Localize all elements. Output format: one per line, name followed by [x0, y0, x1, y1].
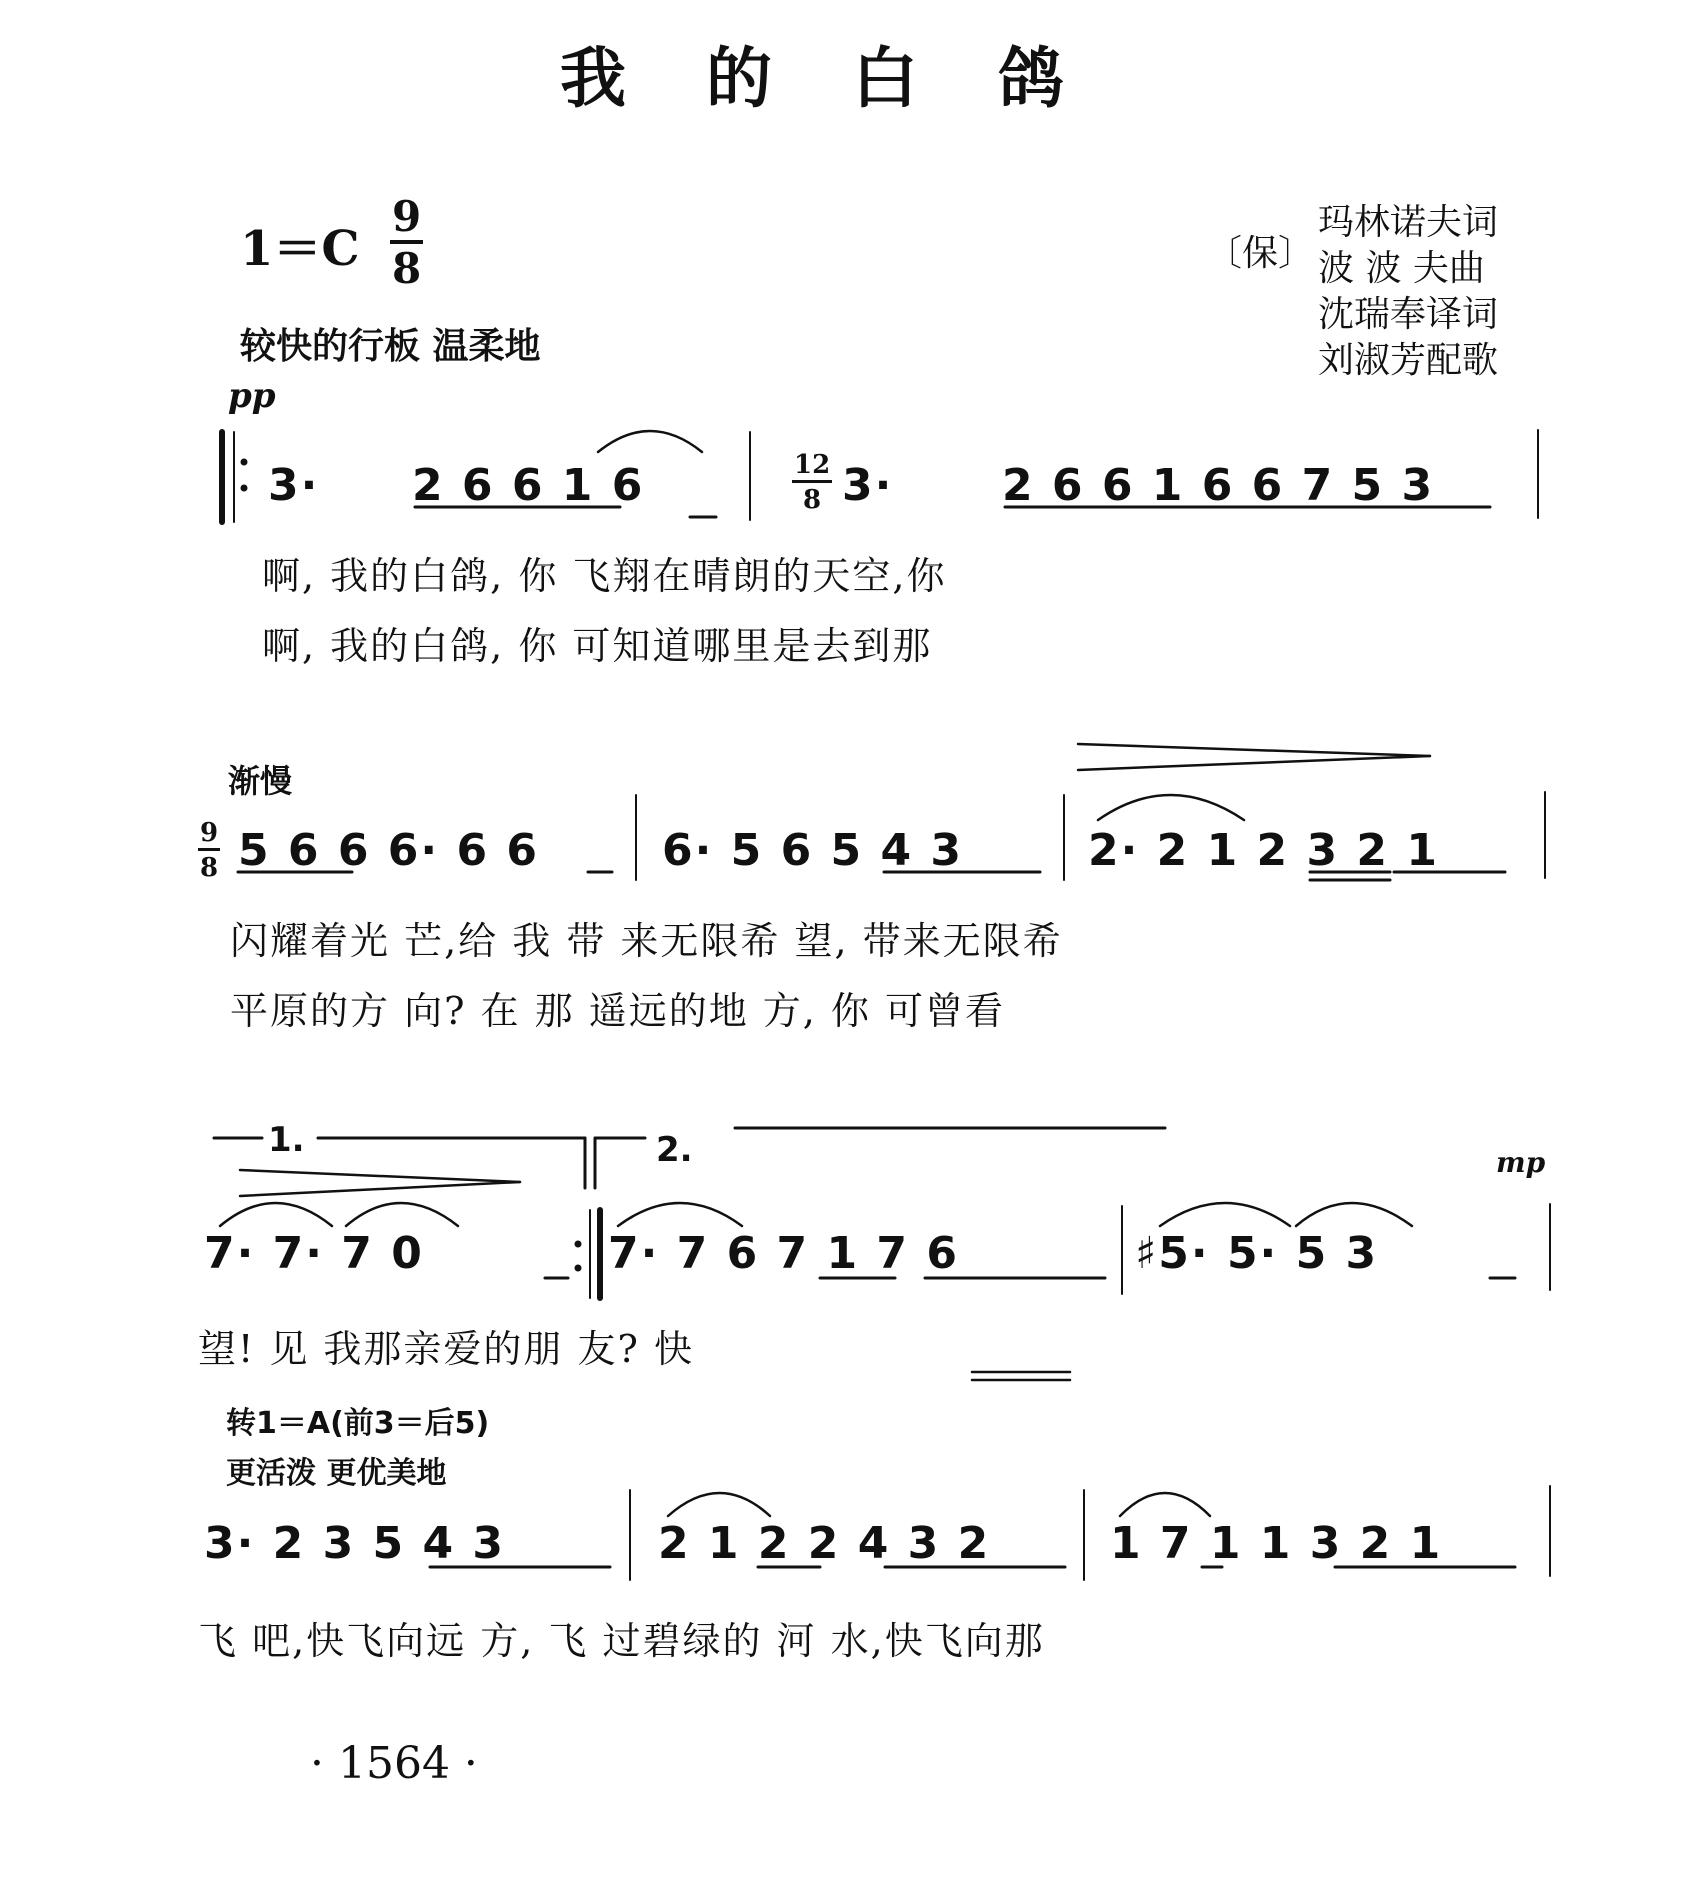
song-title: 我的白鸽	[560, 39, 1144, 117]
row2-notes-b: 6· 5 6 5 4 3	[662, 825, 963, 876]
row3-lyric: 望! 见 我那亲爱的朋 友? 快	[198, 1327, 694, 1371]
credit-nationality: 〔保〕	[1206, 233, 1315, 274]
meter-numerator: 12	[792, 452, 832, 483]
row1-notes-d: 2 6 6 1 6 6 7 5 3	[1002, 460, 1435, 511]
row4-lyric: 飞 吧,快飞向远 方, 飞 过碧绿的 河 水,快飞向那	[198, 1619, 1045, 1663]
tempo-marking: 较快的行板 温柔地	[240, 326, 541, 367]
row1-notes-a: 3·	[268, 460, 320, 511]
slur	[1160, 1203, 1290, 1226]
row4-notes-b: 2 1 2 2 4 3 2	[658, 1518, 991, 1569]
row2-lyric-verse1: 闪耀着光 芒,给 我 带 来无限希 望, 带来无限希	[230, 919, 1063, 963]
hairpin	[240, 1170, 520, 1182]
row1-lyric-verse1: 啊, 我的白鸽, 你 飞翔在晴朗的天空,你	[262, 554, 947, 598]
volta-2-label: 2.	[656, 1130, 693, 1170]
row3-notes-b: 7· 7 6 7 1 7 6	[608, 1228, 959, 1279]
row1-lyric-verse2: 啊, 我的白鸽, 你 可知道哪里是去到那	[262, 624, 933, 668]
slur	[618, 1203, 742, 1226]
credit-lyricist: 玛林诺夫词	[1318, 202, 1499, 243]
repeat-dot	[241, 459, 247, 465]
row4-notes-c: 1 7 1 1 3 2 1	[1110, 1518, 1443, 1569]
repeat-dot	[575, 1241, 581, 1247]
meter-denominator: 8	[200, 853, 219, 883]
meter-numerator: 9	[198, 820, 220, 851]
slur	[1296, 1203, 1412, 1226]
credit-arranger: 刘淑芳配歌	[1318, 340, 1499, 381]
slur	[668, 1493, 770, 1516]
hairpin	[240, 1182, 520, 1196]
row3-notes-c: ♯5· 5· 5 3	[1135, 1228, 1379, 1279]
modulation-marking: 转1＝A(前3＝后5)	[226, 1406, 490, 1441]
meter-numerator: 9	[390, 196, 423, 244]
credit-translator: 沈瑞奉译词	[1318, 294, 1499, 335]
meter-denominator: 8	[803, 485, 822, 515]
slur	[220, 1203, 332, 1226]
repeat-dot	[575, 1265, 581, 1271]
hairpin	[1078, 756, 1430, 770]
row4-notes-a: 3· 2 3 5 4 3	[204, 1518, 505, 1569]
row2-lyric-verse2: 平原的方 向? 在 那 遥远的地 方, 你 可曾看	[230, 989, 1006, 1033]
credit-composer: 波 波 夫曲	[1318, 248, 1485, 289]
slur	[598, 431, 702, 452]
tempo-marking-2: 更活泼 更优美地	[226, 1456, 447, 1491]
page-number: · 1564 ·	[310, 1738, 478, 1789]
dynamic-mp: mp	[1496, 1146, 1546, 1179]
row2-notes-c: 2· 2 1 2 3 2 1	[1088, 825, 1439, 876]
meter-denominator: 8	[392, 244, 422, 293]
slur	[346, 1203, 458, 1226]
tempo-change-rit: 渐慢	[228, 762, 293, 800]
slur	[1098, 795, 1244, 820]
dynamic-pp: pp	[228, 376, 276, 416]
row1-notes-c: 3·	[842, 460, 894, 511]
slur	[1120, 1493, 1210, 1516]
row3-notes-a: 7· 7· 7 0	[204, 1228, 424, 1279]
key-signature: 1＝C	[240, 221, 360, 277]
hairpin	[1078, 744, 1430, 756]
volta-1-label: 1.	[268, 1120, 305, 1160]
row2-notes-a: 5 6 6 6· 6 6	[238, 825, 539, 876]
repeat-dot	[241, 485, 247, 491]
row1-notes-b: 2 6 6 1 6	[412, 460, 645, 511]
